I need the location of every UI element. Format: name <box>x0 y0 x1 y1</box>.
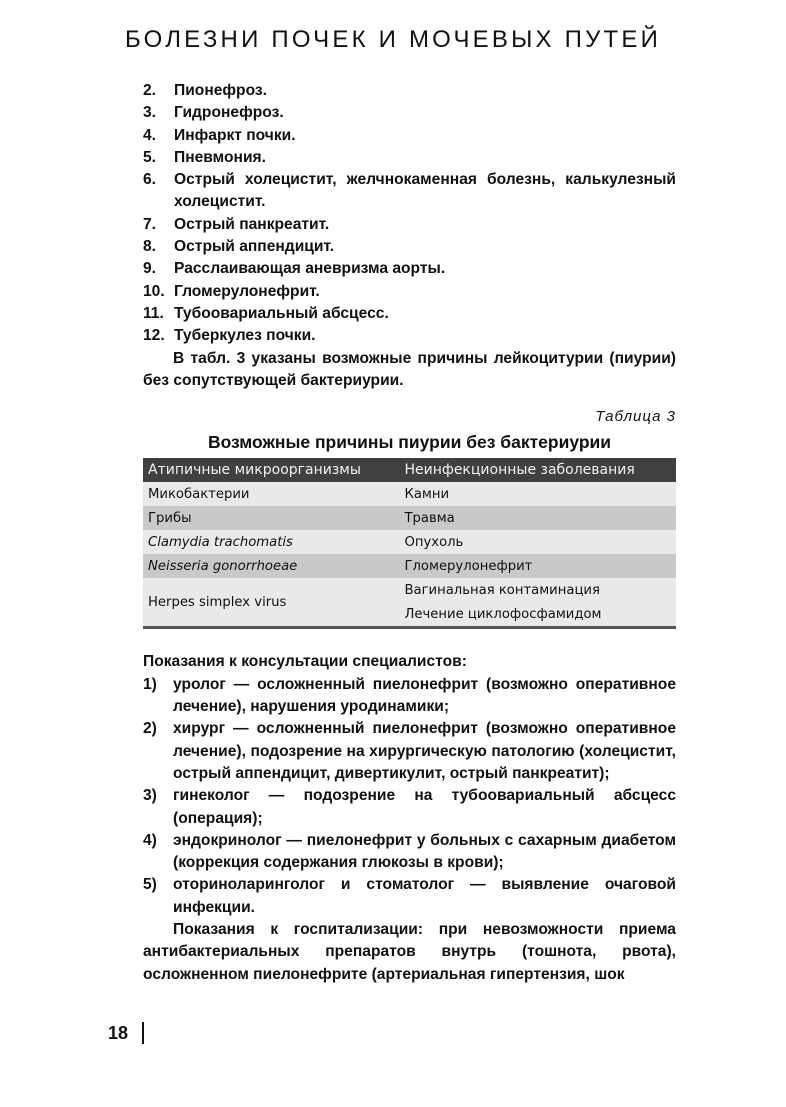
table-title: Возможные причины пиурии без бактериурии <box>207 432 612 453</box>
page-number: 18 <box>108 1023 129 1043</box>
column-header: Атипичные микроорганизмы <box>143 458 399 482</box>
causes-list <box>143 80 676 348</box>
list-item <box>143 125 676 147</box>
list-item <box>143 674 676 719</box>
item-text: Острый панкреатит. <box>174 215 330 233</box>
item-text: Гидронефроз. <box>174 104 284 122</box>
list-item <box>143 258 676 280</box>
item-number: 6. <box>143 171 157 189</box>
consult-title: Показания к консультации специалистов: <box>143 653 467 671</box>
table-cell: Herpes simplex virus <box>143 578 399 628</box>
page-content <box>143 80 676 986</box>
item-number: 4) <box>143 831 157 849</box>
item-text: Острый аппендицит. <box>174 238 335 256</box>
list-item <box>143 102 676 124</box>
table-row <box>143 530 676 554</box>
item-text: эндокринолог — пиелонефрит у больных с сахарным диабетом (коррекция содержания глюкозы в крови); <box>173 831 676 872</box>
item-text: Туберкулез почки. <box>174 327 316 345</box>
consult-list <box>143 674 676 919</box>
intro-paragraph: В табл. 3 указаны возможные причины лейкоцитурии (пиурии) без сопутствующей бактериурии. <box>143 349 676 389</box>
item-number: 10. <box>143 282 165 300</box>
list-item <box>143 80 676 102</box>
item-text: Острый холецистит, желчнокаменная болезнь, калькулезный холецистит. <box>174 171 676 211</box>
list-item <box>143 169 676 214</box>
table-cell: Грибы <box>143 506 399 530</box>
table-cell: Микобактерии <box>143 482 399 506</box>
table-cell: Травма <box>399 506 676 530</box>
item-number: 2. <box>143 82 157 99</box>
item-number: 12. <box>143 327 165 345</box>
item-number: 11. <box>143 304 164 322</box>
item-number: 3) <box>143 787 157 805</box>
item-number: 9. <box>143 260 157 278</box>
list-item <box>143 147 676 169</box>
list-item <box>143 236 676 258</box>
item-text: хирург — осложненный пиелонефрит (возможно оперативное лечение), подозрение на хирургическую патологию (холецистит, острый аппендицит, дивертикулит, острый панкреатит); <box>173 720 676 782</box>
list-item <box>143 785 676 830</box>
table-cell: Камни <box>399 482 676 506</box>
item-text: гинеколог — подозрение на тубоовариальный абсцесс (операция); <box>173 787 676 827</box>
table-cell: Вагинальная контаминация <box>399 578 676 602</box>
list-item <box>143 281 676 303</box>
item-number: 5. <box>143 148 157 166</box>
table-label: Таблица 3 <box>595 408 676 426</box>
item-number: 3. <box>143 104 157 122</box>
list-item <box>143 303 676 325</box>
item-text: оториноларинголог и стоматолог — выявление очаговой инфекции. <box>173 876 676 916</box>
table-cell: Опухоль <box>399 530 676 554</box>
hospital-paragraph: Показания к госпитализации: при невозможности приема антибактериальных препаратов внутрь (тошнота, рвота), осложненном пиелонефрите (артериальная гипертензия, шок <box>143 921 676 983</box>
item-text: Пионефроз. <box>174 82 267 99</box>
table-row <box>143 578 676 602</box>
item-text: Пневмония. <box>174 148 266 166</box>
footer-divider <box>142 1022 144 1044</box>
item-number: 7. <box>143 215 157 233</box>
item-text: Тубоовариальный абсцесс. <box>174 304 389 322</box>
item-text: Расслаивающая аневризма аорты. <box>174 260 446 278</box>
item-text: Инфаркт почки. <box>174 126 296 144</box>
column-header: Неинфекционные заболевания <box>399 458 676 482</box>
list-item <box>143 718 676 785</box>
table-row <box>143 554 676 578</box>
item-text: Гломерулонефрит. <box>174 282 320 300</box>
table-row <box>143 506 676 530</box>
table-cell: Neisseria gonorrhoeae <box>143 554 399 578</box>
item-text: уролог — осложненный пиелонефрит (возможно оперативное лечение), нарушения уродинамики; <box>173 675 676 716</box>
table-cell: Лечение циклофосфамидом <box>399 602 676 628</box>
table-row <box>143 482 676 506</box>
running-head: БОЛЕЗНИ ПОЧЕК И МОЧЕВЫХ ПУТЕЙ <box>124 26 662 53</box>
item-number: 5) <box>143 876 157 894</box>
causes-table <box>143 458 676 629</box>
table-cell: Clamydia trachomatis <box>143 530 399 554</box>
list-item <box>143 830 676 875</box>
list-item <box>143 325 676 347</box>
table-header-row <box>143 458 676 482</box>
list-item <box>143 214 676 236</box>
item-number: 8. <box>143 238 157 256</box>
item-number: 4. <box>143 126 157 144</box>
item-number: 2) <box>143 720 157 738</box>
item-number: 1) <box>143 675 157 693</box>
table-cell: Гломерулонефрит <box>399 554 676 578</box>
list-item <box>143 874 676 919</box>
